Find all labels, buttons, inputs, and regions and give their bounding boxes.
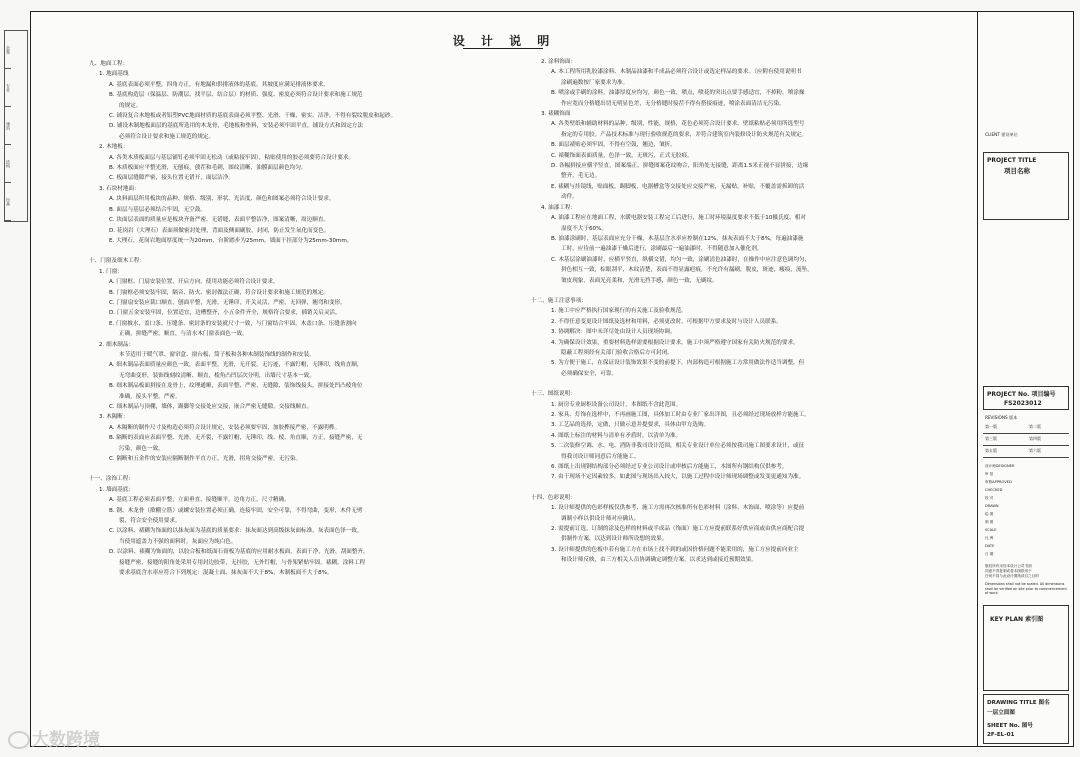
note-line: A. 细木制品表面质量应颜色一致，表面平整，光滑，无开裂，无污迹，不露钉帽，无锤印，线角直顺， [109,362,363,369]
note-line: B. 面层裱贴必须牢固，不得有空鼓，翘边，皱折。 [551,142,676,149]
note-line: C. 隔断和五金件的安装应隔断制作平直方正，光滑，拐角交接严密，无污染。 [109,456,302,463]
project-no-box [983,386,1069,410]
note-line: 2. 不得任意变更设计图纸及选材和用料，必须更改时，可根据甲方要求及时与设计人员联系。 [551,318,782,325]
note-line: 5. 二次装修空调、水、电、消防非我司设计范围，相关专业设计单位必须按我司施工图要求设计，或征 [551,443,805,450]
note-line: 6. 图纸上出现钢结构部分必须经过专业公司设计或审核后方能施工，本图所有钢结构仅供参考。 [551,464,788,471]
note-line: B. 门窗框必须安装牢固，隔音、防火、密封做法正确，符合设计要求和施工规范的规定。 [109,289,329,296]
copyright-line: 同意不得复制或将本图纸用于 [985,569,1032,573]
note-line: 得我司设计师同意后方能施工。 [561,453,640,460]
note-line: 正确，拼缝严密，顺直，与清水木门窗表面色一致。 [119,331,248,338]
note-line: 皱皮现象，表面光亮柔和，光滑无挡手感，颜色一致，无刷纹。 [561,277,718,284]
note-line: E. 门窗披水、盖口条、压缝条、密封条的安装就尺寸一致，与门窗结合牢固，木盖口条、压缝条割向 [109,320,357,327]
spacer [531,483,951,491]
note-line: 本节适用于暖气罩、窗帘盒、窗台板、筒子板和各种木制装饰线的制作和安装。 [119,351,315,358]
note-line: 整齐，毛无边。 [561,173,601,180]
drawing-title-label: DRAWING TITLE 图名 [987,700,1050,706]
watermark-text: 大数跨境 [32,730,100,750]
strip-cell: 结构 [5,145,11,183]
spacer [89,246,519,254]
signature-row: DATE [985,544,995,548]
note-line: D. 铺设木制地板面层的基底所选用的木龙骨，毛地板和垫料，安装必须牢固平直，铺设方式和固定方法 [109,123,363,130]
drawing-title: 一层立面图 [987,710,1015,716]
signature-row: 绘 图 [985,512,994,516]
divider [983,433,1069,434]
spacer [89,464,519,472]
note-line: C. 门窗扇安装应裁口顺直，刨面平整，光滑，无锤印，开关灵活，严密，无回弹，翘弯和变形。 [109,299,346,306]
revision-cell: 第二版 [1029,424,1041,429]
spacer [531,286,951,294]
client-label: CLIENT 建设单位 [985,132,1018,137]
note-line: D. 各幅拼接应横平竖直，图案端正，拼缝图案花纹吻合，阳角处无接缝，距离1.5米正视不显拼接，边缘 [551,163,809,170]
note-line: B. 喷涂或手刷的涂料，油漆厚度应均匀，颜色一致，喷点，喷花的突出点要手感适宜，不掉粉。喷涂操 [551,90,805,97]
note-line: D. 以涂料、裱糊为饰面的，以胶合板和纸面石膏板为基底的应用耐水板面，表面干净，光滑，刮面整齐， [109,549,369,556]
note-line: 4. 为确保设计效果，重要材料选样需要根据设计要求，施工中须严格遵守国家有关防火规范的要求。 [551,339,799,346]
strip-cell: 会签 [5,31,11,69]
strip-cell: 建筑 [5,107,11,145]
note-line: E. 裱糊与挂镜线，贴面板，踢脚板，电器槽盒等交接处应交接严密，无漏贴，补贴，不覆盖需拆卸的活 [551,183,805,190]
note-line: 3. 工艺品的选择，定做，只做示意并提要求，具体由甲方选购。 [551,422,710,429]
note-line: C. 以涂料、裱糊为饰面的以抹灰面为基底的质量要求：抹灰面达到高级抹灰面标准。灰表面色泽一致， [109,528,363,535]
signature-row: 审核APPROVED [985,480,1012,484]
copyright-line: 任何不同与此设计图纸项目之目的 [985,574,1039,578]
note-line: A. 本工程所用乳胶漆涂料、木制品油漆和半成品必须符合设计或选定样品的要求。（应附有使用说明书 [551,69,802,76]
note-line: C. 细木制品与顶棚，墙体，踢脚等交接处应交接，嵌合严密无缝隙，交接线顺直。 [109,404,313,410]
left-approval-strip [4,30,28,222]
subsection-heading: 1. 墙面基底： [99,486,135,493]
note-line: D. 门窗五金安装牢固，位置适宜，边槽整齐，小五金件齐全，规格符合要求，插销关启灵活。 [109,310,341,317]
note-line: 1. 厨房专业厨柜设备公司设计，本图纸不含此范围。 [551,401,682,408]
note-line: 5. 为方便于施工，在保证设计装饰效果不变的前提下，内部构造可根据施工方常用做法作适当调整，但 [551,360,805,367]
note-line: 供制作方案，以达到设计师所设想的效果。 [561,536,668,543]
title-underline [463,48,543,49]
spacer [531,379,951,387]
project-title-cn: 项目名称 [1004,167,1030,175]
note-line: E. 大理石、花岗岩地面厚度统一为20mm，台阶踏步为25mm，墙面干挂部分为25mm-30mm。 [109,237,353,244]
subsection-heading: 3. 木隔断： [99,414,129,421]
note-line: 无弯曲变形，装饰线刻纹清晰、顺直，棱角凸凹层次分明，出墙尺寸基本一致。 [119,372,315,379]
watermark-logo-icon [8,731,30,749]
note-line: A. 油漆工程应在地面工程，水暖电器安装工程完工后进行，施工时环境温度要求不低于10摄氏度，相对 [551,215,806,222]
section-heading: 十二、施工注意事项： [531,297,587,304]
revisions-label: REVISIONS 版本 [985,415,1018,420]
revision-cell: 第四版 [1029,436,1041,441]
note-line: 隐蔽工程须经有关部门验收合格后方可封闭。 [561,349,673,356]
revision-cell: 第五版 [985,448,997,453]
note-line: C. 裱糊饰面表面质量，色泽一致，无斑污，正式无胶痕。 [551,152,693,159]
note-line: 1. 施工中应严格执行国家现行的有关施工及验收规范。 [551,308,687,315]
note-line: 接缝严密，接缝的阳角处采用专用封边胶带，无挂胶，无外钉帽，与骨架紧贴牢固。裱糊、涂料工程 [119,559,366,566]
signature-row: CHECKED [985,488,1003,492]
signature-row: 制 图 [985,520,994,524]
note-line: A. 块料面层所用板块的品种、规格、级别、形状、光洁度、颜色和图案必须符合设计要求。 [109,196,335,203]
note-line: 拼色相互一致，棕眼刮平，木纹清楚，表面不得显露疤痕，不允许有漏刷，脱皮，斑迹，瘢痕，流坠， [561,267,813,274]
note-line: 涂刷遍数按厂家要求为准。 [561,79,629,86]
note-line: A. 各类木质板面层与基层铺钉必须牢固无松动（或粘接牢固），粘贴使用的胶必须要符合设计要求。 [109,154,355,161]
sheet-no-label: SHEET No. 图号 [987,723,1033,729]
note-line: A. 基底工程必须表面平整，立面垂直，接缝顺平，边角方正，尺寸精确。 [109,497,290,504]
note-line: B. 隔断的表面应表面平整、光滑，无开裂，不露钉帽，无锤印，线、棱、角直顺，方正，接缝严密，无 [109,435,363,442]
revision-cell: 第一版 [985,424,997,429]
strip-cell: 设备 [5,183,11,221]
note-line: B. 油漆涂刷时，基层表面应充分干燥，木基层含水率应控制在12%，抹灰表面不大于8%，每遍油漆施 [551,235,804,242]
subsection-heading: 1. 门窗： [99,268,123,275]
revision-cell: 第三版 [985,436,997,441]
note-line: C. 铺设复合木地板或者铝塑PVC地面材质的基底表面必须平整、光滑、干燥、密实、洁净，不得有裂纹脱皮和起砂。 [109,113,397,120]
note-line: 工时，应待前一遍油漆干燥后进行，涂刷最后一遍油漆时，不得随意加入催化剂。 [561,246,763,253]
note-line: 1. 设计师提供的色彩样板仅供参考，施工方需再次核准所有色彩材料（涂料、木饰面、喷涂等）应提前 [551,505,805,512]
revision-cell: 第六版 [1029,448,1041,453]
note-line: 当使用遮盖力不强的面料时，灰面应为纯白色。 [119,538,237,545]
note-line: 7. 由于现场不定因素较多，如此图与现场出入较大，以施工过程中设计师现场调整或发变更通知为准。 [551,474,805,481]
note-line: 湿度不大于60%。 [561,225,607,232]
note-line: B. 木质板面应平整光滑，无刨痕，戗茬和毛刺，图纹清晰，油膜面层颜色均匀。 [109,165,307,172]
signature-row: SCALE [985,528,997,532]
project-no: FS2023012 [1004,400,1042,407]
signature-row: DRAWN [985,504,999,508]
note-line: B. 面层与基层必须结合牢固，无空鼓。 [109,206,206,213]
section-heading: 九、地面工程： [89,61,129,67]
signature-row: 日 期 [985,552,994,556]
divider [983,445,1069,446]
subsection-heading: 4. 油漆工程： [541,204,577,211]
drawing-sheet [30,11,1074,747]
note-line: 裂，符合安全使用要求。 [119,518,181,525]
sheet-no: 2F-EL-01 [987,732,1015,738]
note-line: 必须确保安全，可靠。 [561,370,617,377]
note-line: B. 基底构造层（保温层、防潮层、找平层、结合层）的材质、强度、密度必须符合设计要求和施工规范 [109,92,363,99]
note-line: 的规定。 [119,102,142,109]
section-heading: 十三、图纸说明： [531,391,576,398]
title-block [979,12,1073,746]
subsection-heading: 3. 裱糊饰面 [541,111,571,118]
key-plan-box [983,605,1069,691]
subsection-heading: 3. 石块材地面： [99,185,140,192]
note-line: 要求基底含水率应符合下列规定：混凝土面、抹灰面不大于8%，木制板面不大于8%。 [119,570,333,577]
note-line: B. 钢、木龙骨（揿棚立筋）或螺安装位置必须正确，连接牢固，安全可靠，不得弯曲，变形，木件无劈 [109,507,363,514]
note-line: C. 木基层涂刷油漆时，应横平竖直，纵横交错，均匀一致，涂刷清色油漆时，在操作中应注意色调均匀， [551,256,811,263]
section-heading: 十四、色彩说明： [531,494,576,501]
page-title: 设 计 说 明 [452,34,556,48]
scale-note: Dimensions shall not be scaled. All dimensions shall be verified on site prior to commencement of work. [985,582,1067,596]
notes-area [31,12,978,746]
left-notes-column [89,57,519,579]
section-heading: 十一、涂饰工程： [89,476,134,483]
subsection-heading: 1. 地面基线 [99,71,129,78]
subsection-heading: 2. 木地板： [99,144,129,151]
note-line: A. 门窗框、门扇安装位置，开启方向，使用功能必须符合设计要求。 [109,279,279,286]
note-line: 指定的专用胶。产品技术标准与现行验收规范的要求，并符合建筑室内装修设计防火规范有关规定。 [561,131,808,138]
watermark [8,725,100,750]
note-line: C. 板面层缝隙严密，接头位置无错开，面层洁净。 [109,175,234,182]
key-plan-label: KEY PLAN 索引图 [990,616,1044,623]
copyright-notes [985,564,1039,579]
note-line: 2. 需提前订选，订制的涂及色样的材料或半成品（饰面）施工方应提前联系好供应商或由供应商配合提 [551,526,805,533]
section-heading: 十、门窗及细木工程： [89,258,145,265]
signature-row: 审 批 [985,472,994,476]
subsection-heading: 2. 细木制品： [99,341,135,348]
note-line: 3. 设计师提供的色板中若有施工方在市场上找不到的或因价格问题不能采用的，施工方应提前向业主 [551,546,799,553]
note-line: A. 基底表面必须平整，四角方正，有地漏和供排液体的基底，其坡度应满足排液体要求。 [109,81,329,88]
note-line: 准确，接头平整，严密。 [119,393,181,400]
copyright-line: 版权所有未经本设计公司书面 [985,564,1032,568]
project-no-label: PROJECT No. 项目编号 [987,391,1056,398]
note-line: 和设计师反映，由三方相关人员协调确定调整方案，以求达到或接近预期效果。 [561,557,757,564]
note-line: D. 花岗岩（大理石）表面须做密封处理，背面及侧面刷胶，封闭，防止发生氧化而变色。 [109,227,330,234]
project-title-box [983,152,1069,220]
note-line: 动件。 [561,194,578,201]
project-title-en: PROJECT TITLE [987,157,1037,164]
note-line: 调制小样以供设计师对应确认。 [561,515,640,522]
note-line: C. 块面层表面的质量应是板块齐备严密、无错缝、表面平整洁净，图案清晰，周边顺直。 [109,217,330,224]
note-line: 2. 家具、灯饰在选样中，不再画施工图，具体加工时由专业厂家出详图，且必须经过现场放样方能施工。 [551,412,810,418]
strip-cell: 专业 [5,69,11,107]
subsection-heading: 2. 涂料饰面： [541,59,577,65]
note-line: A. 各类壁纸和辅助材料的品种，级别，性能，规格，花色必须符合设计要求，壁纸粘贴必须用所选型号 [551,121,805,128]
divider [983,457,1069,458]
note-line: 必须符合设计要求和施工规范的规定。 [119,133,215,140]
signature-row: 设计师DESIGNER [985,464,1015,468]
note-line: 4. 图纸上标注的材料与清单有矛盾时，以清单为准。 [551,432,682,439]
note-line: 3. 协调解决：图中未详尽处由设计人员现场协调。 [551,329,676,336]
right-notes-column [531,57,951,566]
signature-row: 比 例 [985,536,994,540]
signature-row: 校 对 [985,496,994,500]
note-line: A. 木隔断的制作尺寸及构造必须符合设计规定，安装必须要牢固，加胶榫接严密，不露明榫。 [109,424,341,431]
drawing-title-box [983,694,1069,744]
note-line: 污染，颜色一致。 [119,445,164,452]
note-line: 作应宽而分格缝出切无明显色差，无分格缝时接茬不得有搭接痕迹，喷涂表面清洁无污染。 [561,100,785,107]
note-line: B. 细木制品板面拼接在龙骨上，纹理通顺，表面平整、严密，无缝隙，装饰线接头，拼接处凹凸棱角位 [109,383,363,390]
